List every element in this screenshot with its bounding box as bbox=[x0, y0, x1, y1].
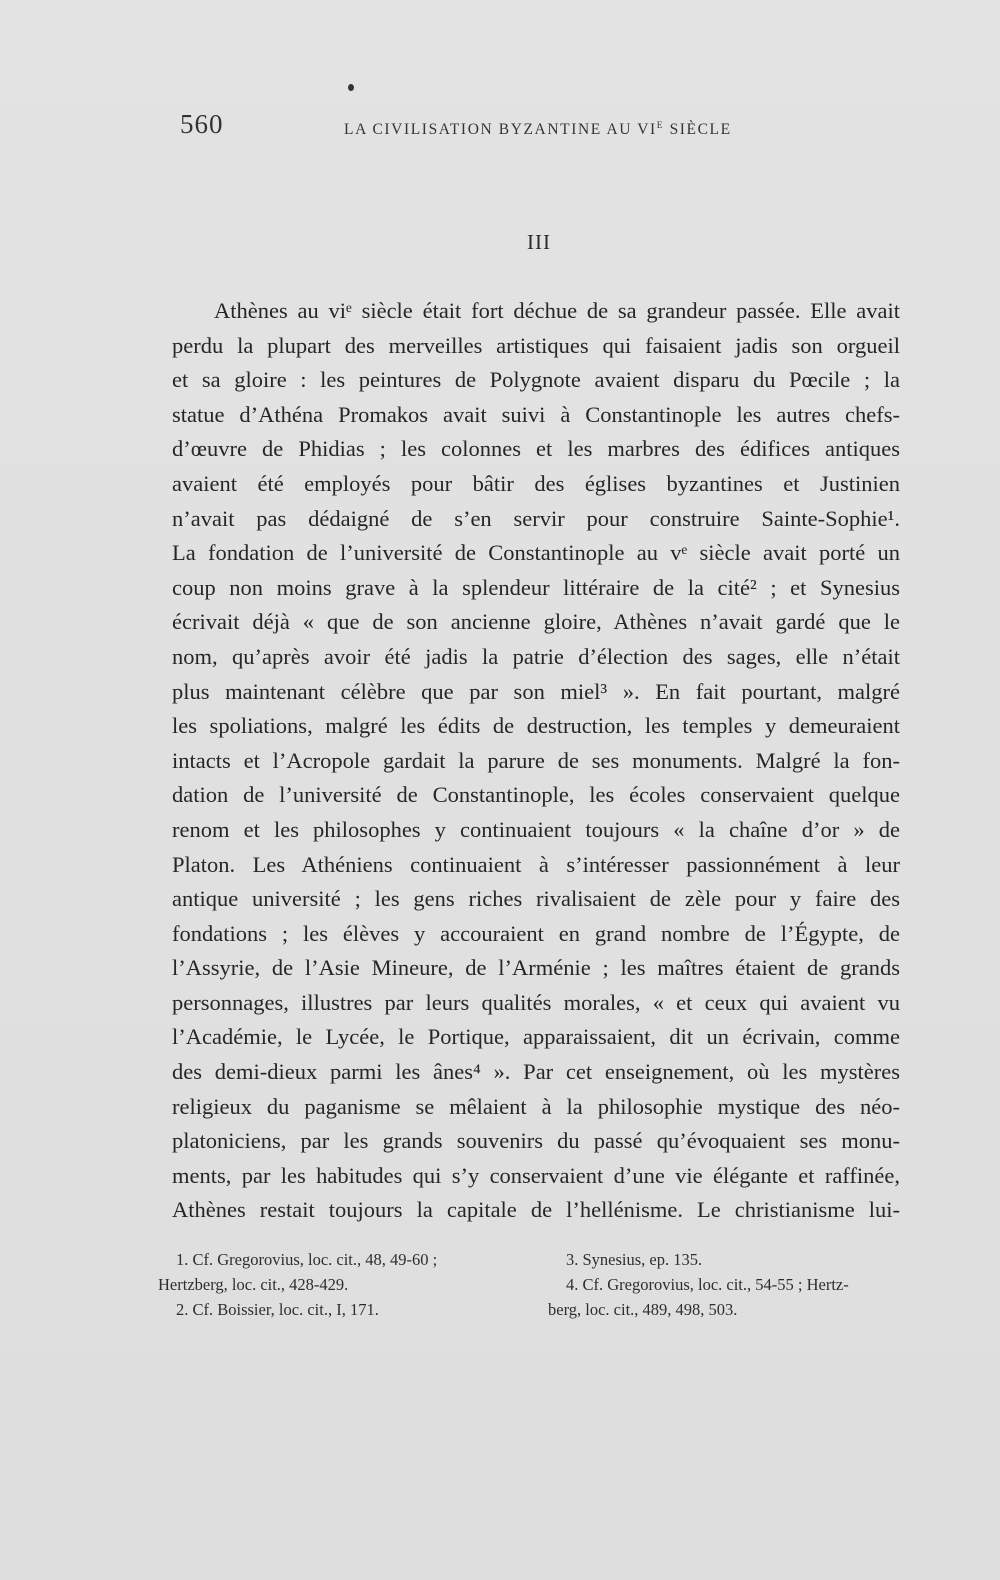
body-line: et sa gloire : les peintures de Polygnote avaient disparu du Pœcile ; la bbox=[172, 367, 900, 393]
body-line: religieux du paganisme se mêlaient à la philosophie mystique des néo- bbox=[172, 1093, 900, 1119]
body-line: les spoliations, malgré les édits de destruction, les temples y demeuraient bbox=[172, 713, 900, 739]
body-line: des demi-dieux parmi les ânes⁴ ». Par cet enseignement, où les mystères bbox=[172, 1059, 900, 1085]
footnote-line: 3. Synesius, ep. 135. bbox=[566, 1250, 703, 1269]
footnotes-left bbox=[158, 1247, 518, 1322]
body-line: nom, qu’après avoir été jadis la patrie d’élection des sages, elle n’était bbox=[172, 643, 900, 669]
footnotes-right bbox=[548, 1247, 908, 1322]
footnote-line: 1. Cf. Gregorovius, loc. cit., 48, 49-60 ; bbox=[176, 1250, 438, 1269]
body-line: Athènes restait toujours la capitale de l’hellénisme. Le christianisme lui- bbox=[172, 1197, 900, 1223]
footnote-line: 2. Cf. Boissier, loc. cit., I, 171. bbox=[176, 1300, 379, 1319]
body-text bbox=[172, 294, 900, 1228]
body-line: fondations ; les élèves y accouraient en grand nombre de l’Égypte, de bbox=[172, 920, 900, 946]
running-title bbox=[344, 120, 744, 140]
body-line: La fondation de l’université de Constantinople au vᵉ siècle avait porté un bbox=[172, 540, 900, 566]
body-line: n’avait pas dédaigné de s’en servir pour construire Sainte-Sophie¹. bbox=[172, 505, 900, 531]
page-number: 560 bbox=[180, 109, 224, 139]
body-line: renom et les philosophes y continuaient toujours « la chaîne d’or » de bbox=[172, 816, 900, 842]
footnote-line: berg, loc. cit., 489, 498, 503. bbox=[548, 1300, 738, 1319]
footnote-line: 4. Cf. Gregorovius, loc. cit., 54-55 ; Hertz- bbox=[566, 1275, 849, 1294]
body-line: d’œuvre de Phidias ; les colonnes et les marbres des édifices antiques bbox=[172, 436, 900, 462]
running-title-end: SIÈCLE bbox=[669, 121, 732, 138]
body-line: dation de l’université de Constantinople, les écoles conservaient quelque bbox=[172, 782, 900, 808]
section-number: III bbox=[527, 230, 551, 254]
body-line: coup non moins grave à la splendeur littéraire de la cité² ; et Synesius bbox=[172, 574, 900, 600]
running-title-text: LA CIVILISATION BYZANTINE AU VI bbox=[344, 121, 657, 138]
body-line: ments, par les habitudes qui s’y conservaient d’une vie élégante et raffinée, bbox=[172, 1162, 900, 1188]
body-line: platoniciens, par les grands souvenirs du passé qu’évoquaient ses monu- bbox=[172, 1128, 900, 1154]
running-title-sup: E bbox=[656, 120, 665, 131]
body-line: intacts et l’Acropole gardait la parure de ses monuments. Malgré la fon- bbox=[172, 747, 900, 773]
body-line: plus maintenant célèbre que par son miel³ ». En fait pourtant, malgré bbox=[172, 678, 900, 704]
body-line: écrivait déjà « que de son ancienne gloire, Athènes n’avait gardé que le bbox=[172, 609, 900, 635]
body-line: Athènes au viᵉ siècle était fort déchue de sa grandeur passée. Elle avait bbox=[214, 298, 900, 323]
body-line: personnages, illustres par leurs qualités morales, « et ceux qui avaient vu bbox=[172, 989, 900, 1015]
body-line: Platon. Les Athéniens continuaient à s’intéresser passionnément à leur bbox=[172, 851, 900, 877]
footnote-line: Hertzberg, loc. cit., 428-429. bbox=[158, 1275, 349, 1294]
body-line: perdu la plupart des merveilles artistiques qui faisaient jadis son orgueil bbox=[172, 332, 900, 358]
body-line: l’Académie, le Lycée, le Portique, apparaissaient, dit un écrivain, comme bbox=[172, 1024, 900, 1050]
body-line: avaient été employés pour bâtir des églises byzantines et Justinien bbox=[172, 470, 900, 496]
body-line: antique université ; les gens riches rivalisaient de zèle pour y faire des bbox=[172, 886, 900, 912]
ink-dot bbox=[348, 84, 354, 91]
body-line: statue d’Athéna Promakos avait suivi à Constantinople les autres chefs- bbox=[172, 401, 900, 427]
body-line: l’Assyrie, de l’Asie Mineure, de l’Arménie ; les maîtres étaient de grands bbox=[172, 955, 900, 981]
